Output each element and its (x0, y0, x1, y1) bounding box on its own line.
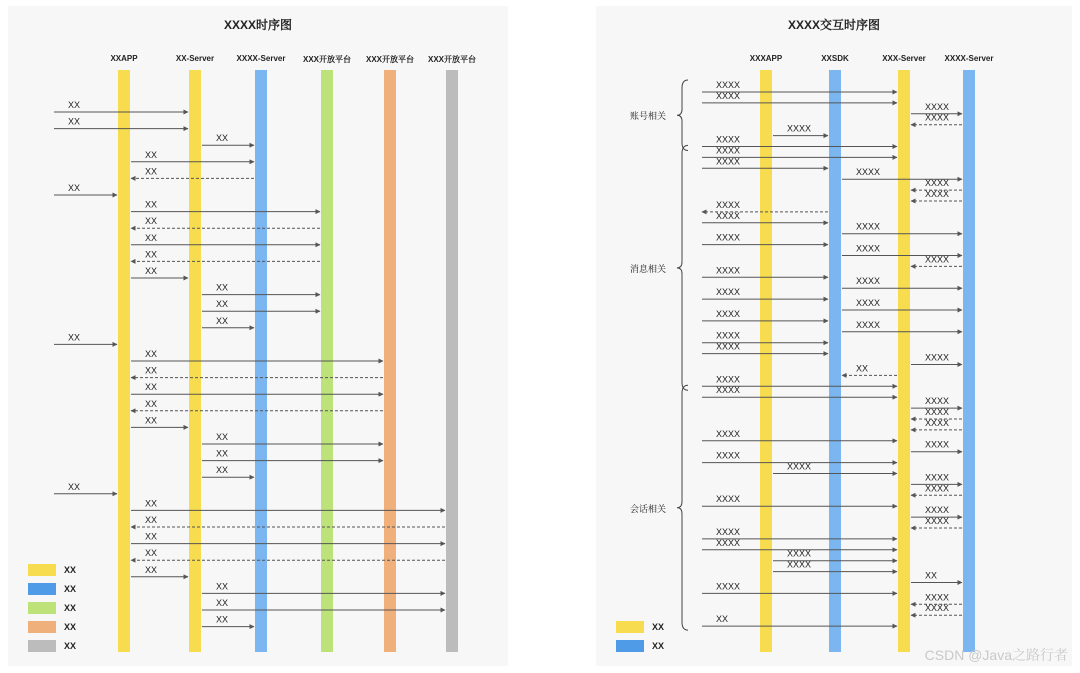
message-label: XX (145, 216, 158, 227)
legend-swatch (616, 640, 644, 652)
message-label: XX (68, 116, 81, 127)
message-label: XXXX (716, 526, 741, 537)
message-label: XXXX (716, 374, 741, 385)
message-label: XX (68, 100, 81, 110)
message-arrows (8, 6, 508, 666)
lane-label: XXX-Server (882, 54, 926, 63)
message-label: XX (216, 315, 229, 326)
message-label: XXXX (716, 494, 741, 505)
message-label: XX (716, 614, 729, 625)
group-brace (677, 145, 688, 390)
left-sequence-diagram (8, 6, 508, 666)
message-label: XX (68, 332, 81, 343)
message-label: XXXX (716, 330, 741, 341)
message-label: XXXX (925, 407, 950, 417)
lane-label: XXSDK (821, 54, 849, 63)
right-sequence-diagram (596, 6, 1072, 666)
message-label: XX (145, 349, 158, 359)
legend-swatch (28, 583, 56, 595)
lane-label: XXXAPP (749, 54, 783, 63)
message-label: XX (145, 365, 158, 376)
message-label: XXXX (716, 199, 741, 210)
message-label: XXXX (925, 603, 950, 614)
left-diagram-title: XXXX时序图 (223, 18, 293, 32)
message-label: XX (145, 382, 158, 393)
message-label: XXXX (716, 90, 741, 101)
legend-label: XX (64, 603, 77, 613)
lane-label: XXX开放平台 (365, 55, 414, 64)
legend-swatch (28, 564, 56, 576)
message-label: XX (216, 614, 229, 625)
message-label: XXXX (925, 505, 950, 516)
lane-label: XXAPP (110, 54, 138, 63)
message-label: XXXX (925, 472, 950, 483)
legend-swatch (28, 621, 56, 633)
group-brace (677, 385, 688, 630)
message-label: XXXX (856, 167, 881, 178)
message-label: XX (216, 282, 229, 293)
message-label: XXXX (716, 80, 741, 90)
message-label: XX (68, 481, 81, 492)
message-label: XX (216, 598, 229, 608)
message-arrows (596, 6, 1072, 666)
message-label: XXXX (716, 450, 741, 461)
message-label: XXXX (716, 428, 741, 439)
lane-label: XXX开放平台 (302, 55, 351, 64)
message-label: XXXX (856, 221, 881, 232)
message-label: XXXX (856, 243, 881, 254)
group-label: 消息相关 (630, 263, 667, 274)
message-label: XX (856, 363, 869, 374)
message-label: XX (145, 249, 158, 260)
message-label: XX (216, 465, 229, 476)
message-label: XX (925, 570, 938, 581)
message-label: XXXX (925, 254, 950, 265)
legend-label: XX (64, 622, 77, 632)
message-label: XX (145, 498, 158, 509)
message-label: XX (216, 448, 229, 459)
message-label: XXXX (925, 112, 950, 123)
message-label: XXXX (716, 287, 741, 298)
group-label: 账号相关 (630, 111, 667, 122)
message-label: XXXX (716, 265, 741, 276)
message-label: XXXX (856, 276, 881, 287)
message-label: XXXX (716, 210, 741, 221)
legend-label: XX (652, 622, 665, 632)
message-label: XX (145, 266, 158, 276)
message-label: XX (145, 564, 158, 575)
legend-label: XX (64, 584, 77, 594)
message-label: XX (216, 581, 229, 592)
message-label: XXXX (716, 156, 741, 167)
message-label: XXXX (925, 396, 950, 407)
message-label: XXXX (925, 178, 950, 189)
message-label: XXXX (925, 516, 950, 526)
message-label: XX (68, 183, 81, 193)
message-label: XX (145, 531, 158, 542)
message-label: XX (145, 398, 158, 409)
lane-label: XXXX-Server (236, 54, 286, 63)
message-label: XXXX (856, 319, 881, 330)
group-brace (677, 80, 688, 151)
message-label: XXXX (925, 592, 950, 603)
message-label: XXXX (716, 581, 741, 592)
message-label: XX (145, 515, 158, 525)
message-label: XXXX (925, 439, 950, 450)
message-label: XXXX (787, 123, 812, 134)
message-label: XXXX (716, 134, 741, 145)
lane-label: XXX开放平台 (427, 55, 476, 64)
message-label: XXXX (716, 145, 741, 156)
csdn-watermark: CSDN @Java之路行者 (924, 647, 1068, 663)
group-label: 会话相关 (630, 503, 667, 514)
legend-label: XX (652, 641, 665, 651)
lane-label: XXXX-Server (944, 54, 994, 63)
legend-label: XX (64, 565, 77, 575)
message-label: XXXX (787, 559, 812, 570)
message-label: XXXX (787, 461, 812, 472)
message-label: XX (145, 232, 158, 243)
message-label: XX (216, 299, 229, 310)
message-label: XXXX (716, 308, 741, 319)
message-label: XXXX (925, 101, 950, 112)
message-label: XXXX (716, 341, 741, 352)
message-label: XX (145, 149, 158, 160)
message-label: XXXX (925, 417, 950, 428)
message-label: XXXX (925, 189, 950, 199)
legend-label: XX (64, 641, 77, 651)
message-label: XXXX (716, 385, 741, 396)
message-label: XXXX (716, 232, 741, 243)
message-label: XX (216, 432, 229, 442)
message-label: XXXX (856, 298, 881, 308)
message-label: XX (145, 415, 158, 426)
message-label: XXXX (787, 548, 812, 559)
legend-swatch (28, 602, 56, 614)
message-label: XX (145, 166, 158, 177)
legend-swatch (28, 640, 56, 652)
message-label: XX (145, 548, 158, 559)
right-diagram-title: XXXX交互时序图 (787, 18, 881, 32)
message-label: XXXX (925, 352, 950, 363)
message-label: XX (145, 199, 158, 210)
message-label: XXXX (716, 537, 741, 548)
legend-swatch (616, 621, 644, 633)
message-label: XX (216, 133, 229, 144)
lane-label: XX-Server (175, 54, 215, 63)
message-label: XXXX (925, 483, 950, 494)
